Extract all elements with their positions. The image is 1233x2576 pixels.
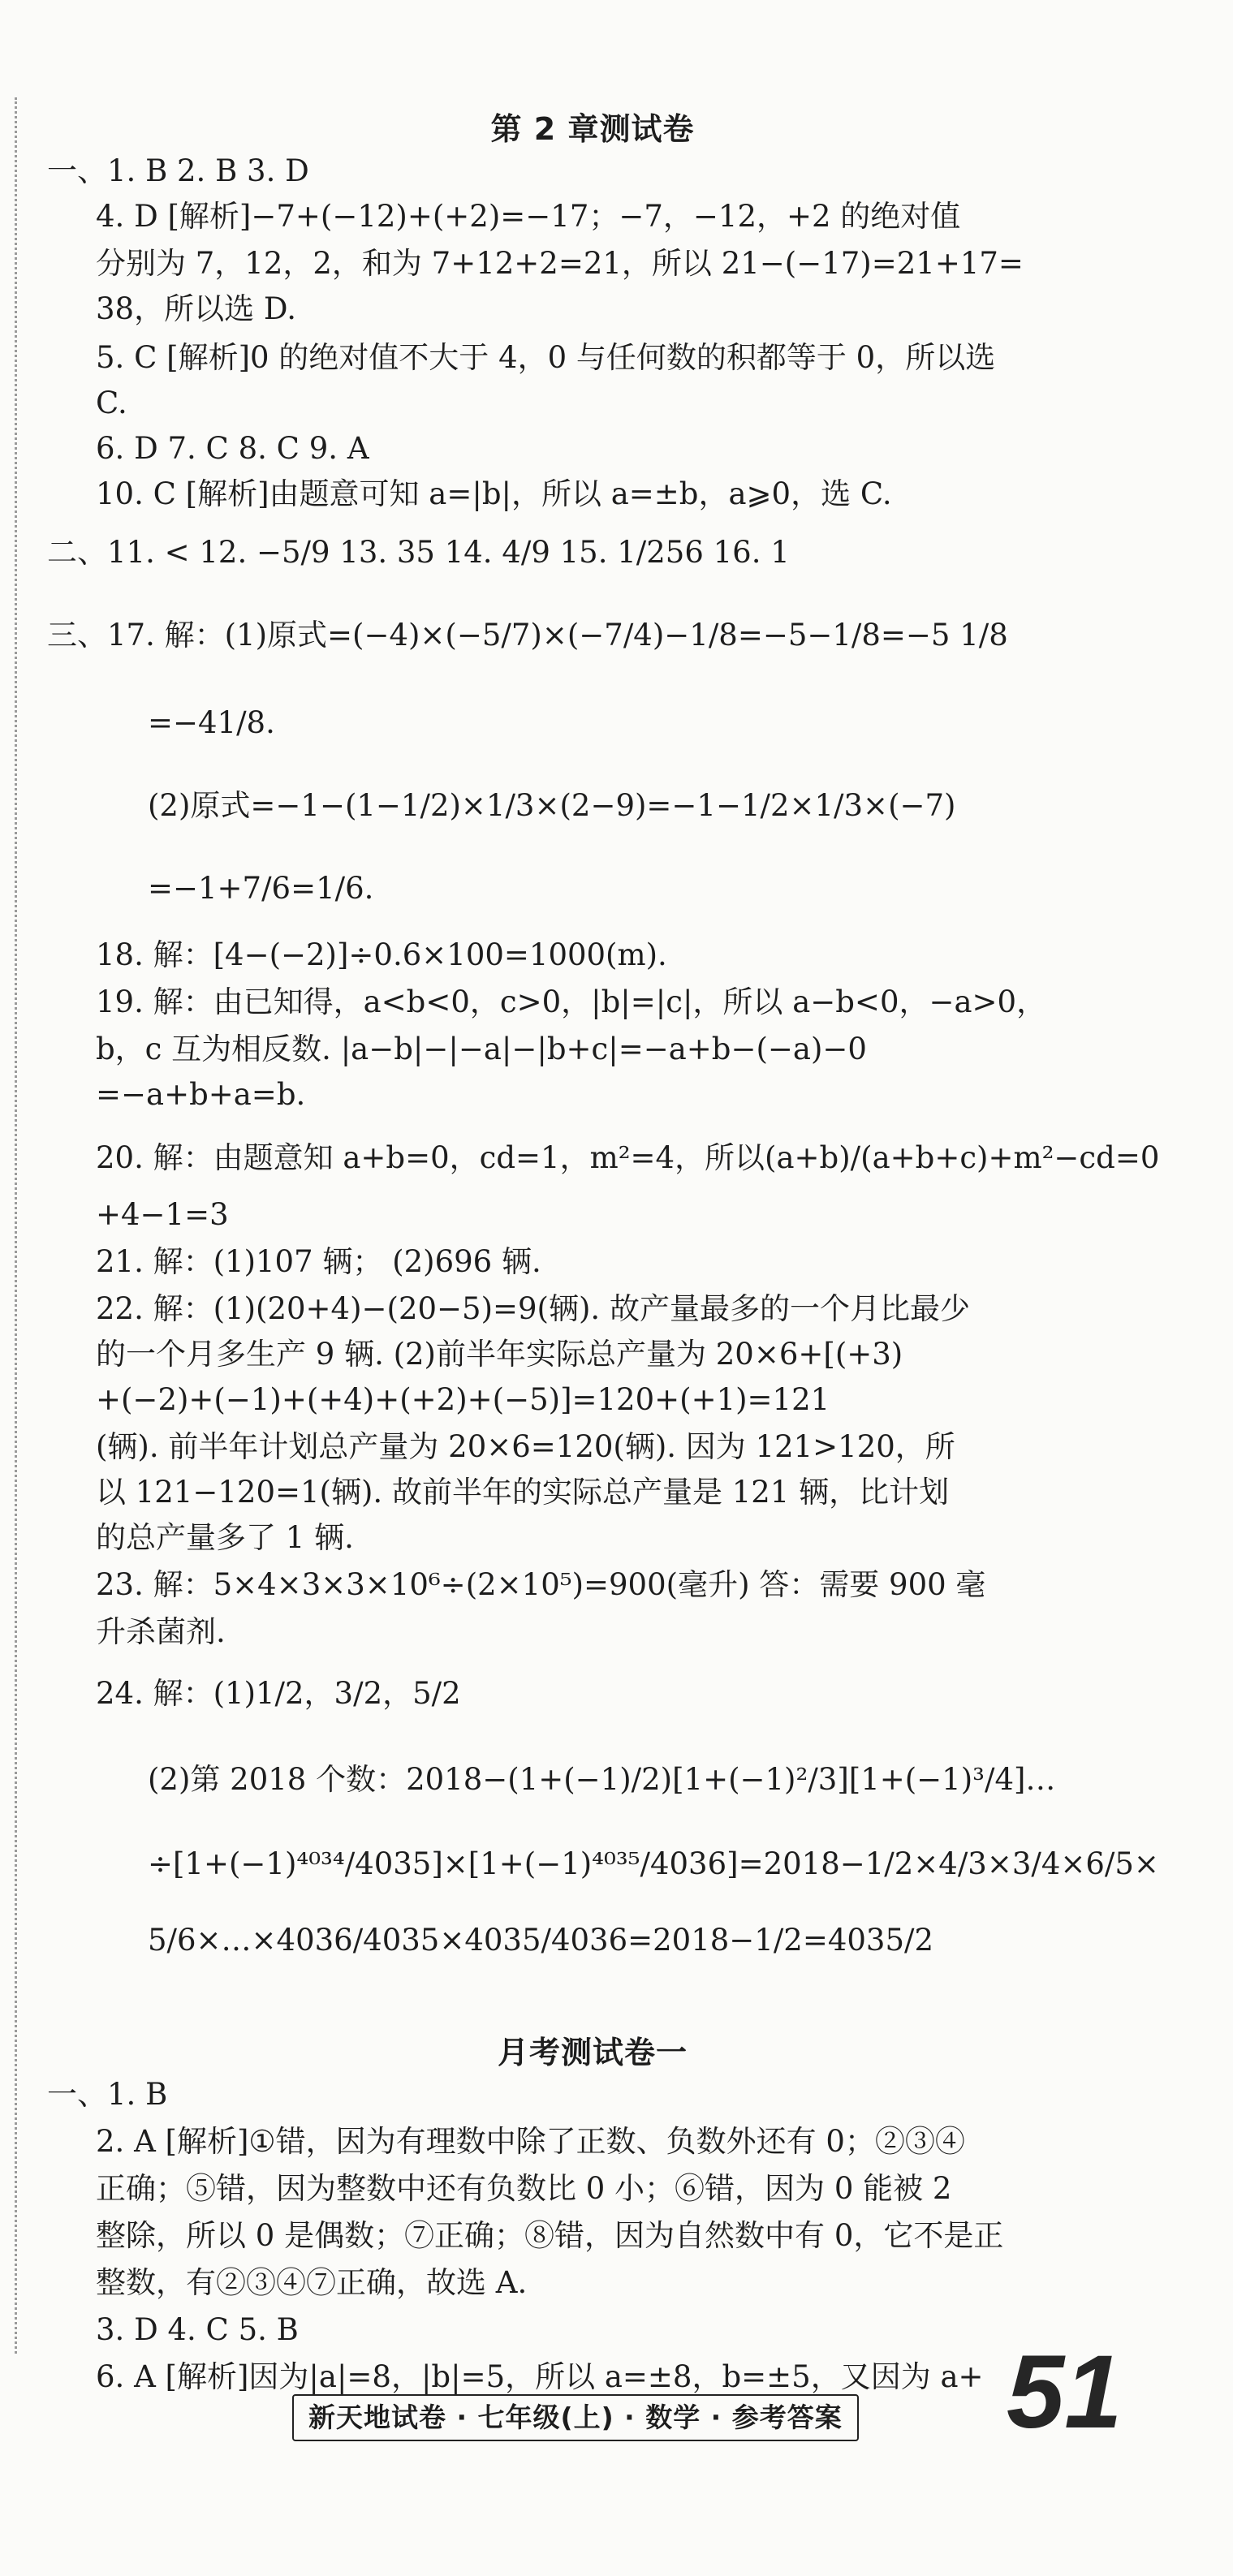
answer-line-21: 21. 解：(1)107 辆； (2)696 辆. bbox=[96, 1244, 541, 1279]
monthly-answer-line-6: 6. A [解析]因为|a|=8，|b|=5，所以 a=±8，b=±5，又因为 a+ bbox=[96, 2359, 984, 2394]
answer-line-18: 18. 解：[4−(−2)]÷0.6×100=1000(m). bbox=[96, 937, 667, 972]
monthly-answer-line-2: 2. A [解析]①错，因为有理数中除了正数、负数外还有 0；②③④ bbox=[96, 2124, 965, 2159]
answer-line-mc-1-3: 一、1. B 2. B 3. D bbox=[47, 153, 309, 188]
answer-line-19-cont-1: b，c 互为相反数. |a−b|−|−a|−|b+c|=−a+b−(−a)−0 bbox=[96, 1032, 867, 1066]
monthly-answer-line-2-cont-2: 整除，所以 0 是偶数；⑦正确；⑧错，因为自然数中有 0，它不是正 bbox=[96, 2218, 1004, 2253]
answer-line-22-cont-2: +(−2)+(−1)+(+4)+(+2)+(−5)]=120+(+1)=121 bbox=[96, 1382, 830, 1417]
answer-line-19: 19. 解：由已知得，a<b<0，c>0，|b|=|c|，所以 a−b<0，−a>0， bbox=[96, 984, 1047, 1019]
footer-label: 新天地试卷 · 七年级(上) · 数学 · 参考答案 bbox=[292, 2394, 859, 2441]
answer-line-23-cont: 升杀菌剂. bbox=[96, 1614, 226, 1649]
answer-line-17-2-result: =−1+7/6=1/6. bbox=[148, 871, 374, 906]
answer-line-17-2: (2)原式=−1−(1−1/2)×1/3×(2−9)=−1−1/2×1/3×(−7) bbox=[148, 788, 956, 823]
monthly-answer-line-2-cont-3: 整数，有②③④⑦正确，故选 A. bbox=[96, 2265, 528, 2300]
answer-line-6-9: 6. D 7. C 8. C 9. A bbox=[96, 431, 369, 466]
answer-line-17-1: 三、17. 解：(1)原式=(−4)×(−5/7)×(−7/4)−1/8=−5−1/8=−5 1/8 bbox=[47, 618, 1008, 653]
answer-line-20: 20. 解：由题意知 a+b=0，cd=1，m²=4，所以(a+b)/(a+b+c)+m²−cd=0 bbox=[96, 1140, 1160, 1175]
answer-line-5-cont: C. bbox=[96, 386, 127, 420]
answer-line-fill-11-16: 二、11. < 12. −5/9 13. 35 14. 4/9 15. 1/256 16. 1 bbox=[47, 535, 790, 570]
monthly-test-title: 月考测试卷一 bbox=[497, 2035, 688, 2070]
answer-line-20-cont: +4−1=3 bbox=[96, 1197, 229, 1232]
chapter-2-title: 第 2 章测试卷 bbox=[490, 111, 695, 147]
answer-line-22: 22. 解：(1)(20+4)−(20−5)=9(辆). 故产量最多的一个月比最少 bbox=[96, 1291, 970, 1326]
answer-line-10: 10. C [解析]由题意可知 a=|b|，所以 a=±b，a⩾0，选 C. bbox=[96, 476, 892, 511]
answer-line-4: 4. D [解析]−7+(−12)+(+2)=−17；−7，−12，+2 的绝对值 bbox=[96, 199, 961, 234]
answer-line-22-cont-4: 以 121−120=1(辆). 故前半年的实际总产量是 121 辆，比计划 bbox=[96, 1475, 950, 1510]
answer-line-4-cont-2: 38，所以选 D. bbox=[96, 291, 296, 326]
monthly-answer-line-2-cont-1: 正确；⑤错，因为整数中还有负数比 0 小；⑥错，因为 0 能被 2 bbox=[96, 2171, 952, 2206]
answer-line-19-cont-2: =−a+b+a=b. bbox=[96, 1077, 306, 1112]
answer-line-22-cont-5: 的总产量多了 1 辆. bbox=[96, 1520, 354, 1555]
monthly-answer-line-3-5: 3. D 4. C 5. B bbox=[96, 2312, 299, 2347]
answer-line-24-2-cont-2: 5/6×…×4036/4035×4035/4036=2018−1/2=4035/2 bbox=[148, 1923, 934, 1958]
answer-line-24-1: 24. 解：(1)1/2，3/2，5/2 bbox=[96, 1676, 461, 1711]
answer-line-5: 5. C [解析]0 的绝对值不大于 4，0 与任何数的积都等于 0，所以选 bbox=[96, 340, 996, 375]
answer-line-23: 23. 解：5×4×3×3×10⁶÷(2×10⁵)=900(毫升) 答：需要 900 毫 bbox=[96, 1567, 986, 1602]
answer-line-24-2-cont-1: ÷[1+(−1)⁴⁰³⁴/4035]×[1+(−1)⁴⁰³⁵/4036]=2018−1/2×4/3×3/4×6/5× bbox=[148, 1846, 1159, 1881]
binding-dotted-line bbox=[15, 97, 17, 2354]
answer-line-24-2: (2)第 2018 个数：2018−(1+(−1)/2)[1+(−1)²/3][1+(−1)³/4]… bbox=[148, 1762, 1056, 1797]
monthly-answer-line-1: 一、1. B bbox=[47, 2077, 168, 2112]
answer-line-22-cont-1: 的一个月多生产 9 辆. (2)前半年实际总产量为 20×6+[(+3) bbox=[96, 1337, 903, 1372]
page-number: 51 bbox=[1007, 2334, 1123, 2450]
answer-line-4-cont-1: 分别为 7，12，2，和为 7+12+2=21，所以 21−(−17)=21+17= bbox=[96, 246, 1024, 281]
answer-line-17-1-result: =−41/8. bbox=[148, 705, 275, 740]
answer-line-22-cont-3: (辆). 前半年计划总产量为 20×6=120(辆). 因为 121>120，所 bbox=[96, 1429, 955, 1464]
